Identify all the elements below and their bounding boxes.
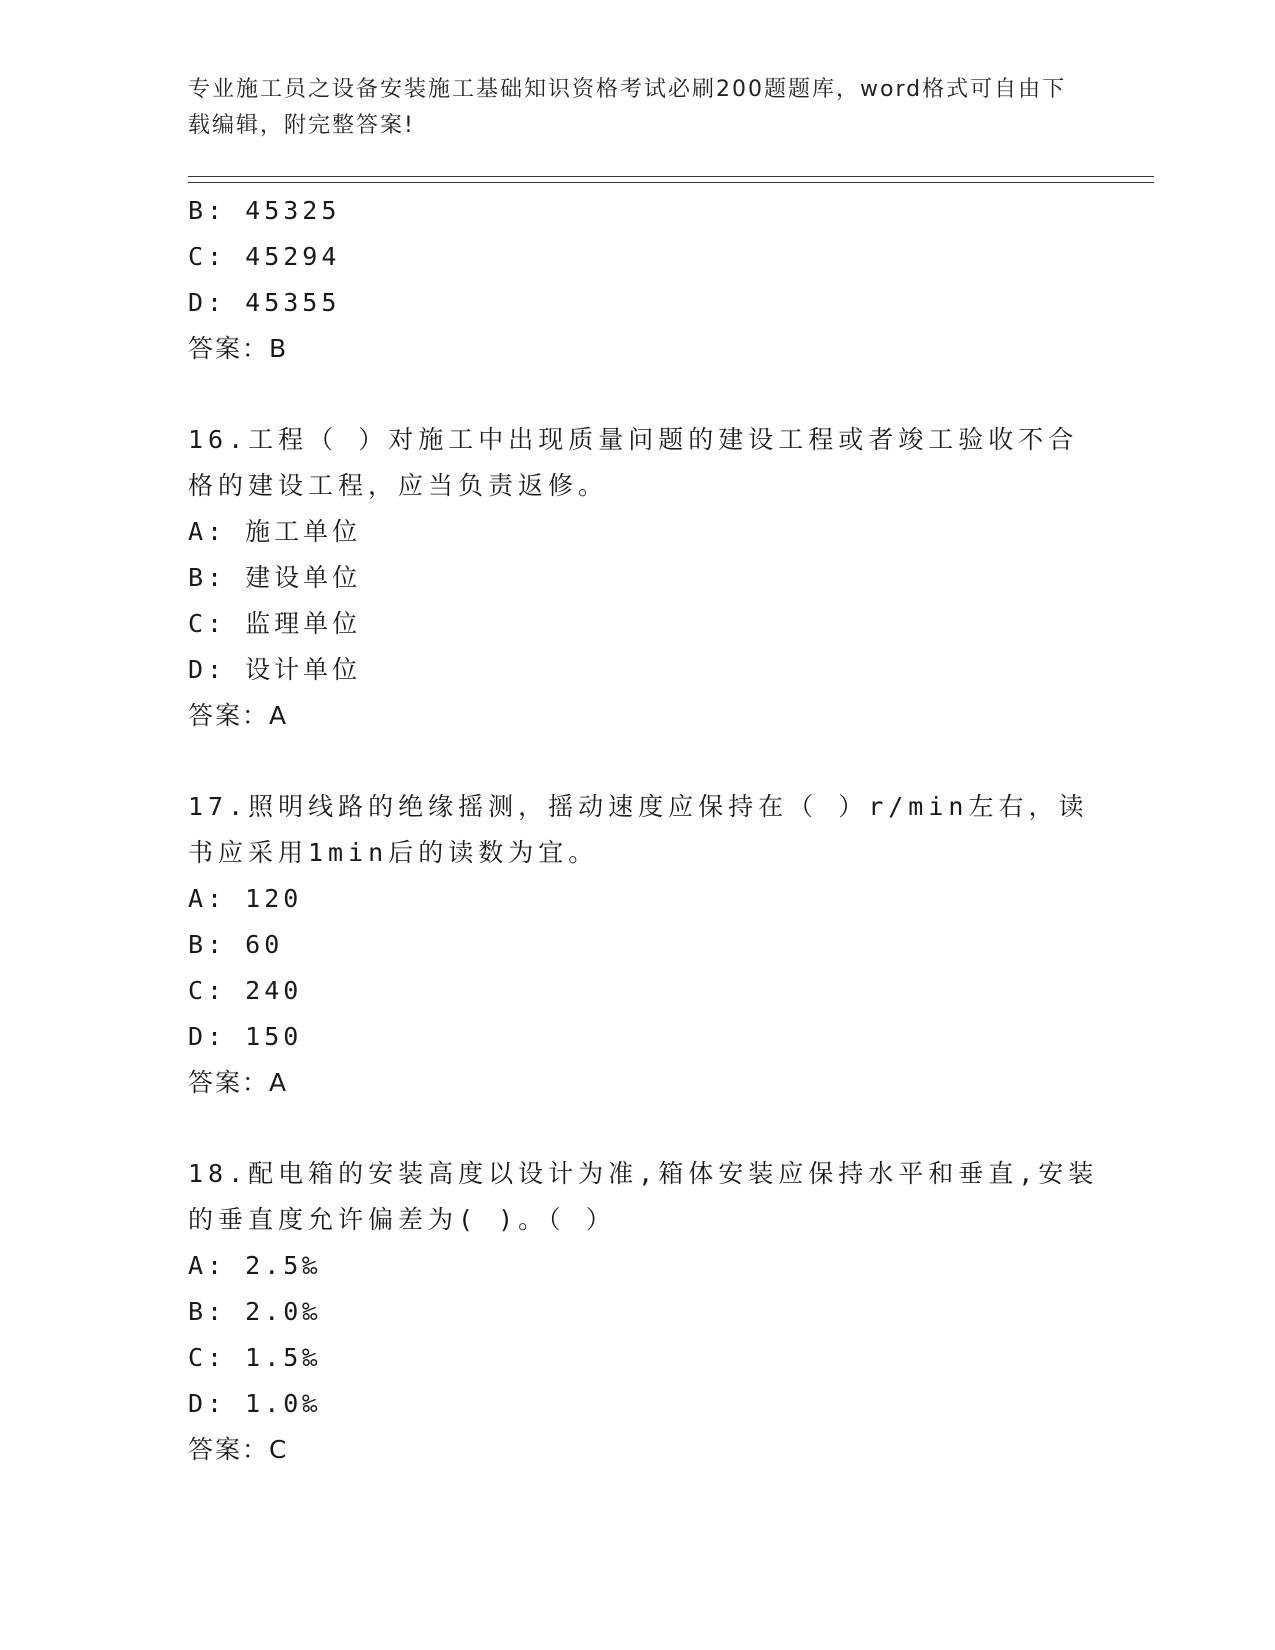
option-d: D: 设计单位 [188, 655, 362, 684]
option-b: B: 建设单位 [188, 563, 362, 592]
option-b: B: 2.0‰ [188, 1297, 322, 1326]
document-header: 专业施工员之设备安装施工基础知识资格考试必刷200题题库，word格式可自由下载编辑，附完整答案! [188, 77, 1067, 138]
option-c: C: 1.5‰ [188, 1343, 322, 1372]
question-text: 16.工程（ ）对施工中出现质量问题的建设工程或者竣工验收不合格的建设工程，应当负责返修。 [188, 425, 1079, 500]
answer-line: 答案：A [188, 701, 289, 730]
question-17 [188, 784, 1108, 1106]
option-a: A: 施工单位 [188, 517, 362, 546]
question-text: 17.照明线路的绝缘摇测，摇动速度应保持在（ ）r/min左右，读书应采用1min后的读数为宜。 [188, 792, 1089, 867]
answer-line: 答案：C [188, 1435, 289, 1464]
option-d: D: 45355 [188, 288, 341, 317]
question-16 [188, 417, 1108, 739]
option-d: D: 1.0‰ [188, 1389, 322, 1418]
answer-line: 答案：B [188, 334, 289, 363]
document-body [188, 188, 1108, 1473]
previous-question-continuation [188, 188, 1108, 372]
option-c: C: 45294 [188, 242, 341, 271]
option-b: B: 60 [188, 930, 284, 959]
option-b: B: 45325 [188, 196, 341, 225]
option-a: A: 2.5‰ [188, 1251, 322, 1280]
option-c: C: 监理单位 [188, 609, 362, 638]
option-d: D: 150 [188, 1022, 303, 1051]
question-18 [188, 1151, 1108, 1473]
option-a: A: 120 [188, 884, 303, 913]
question-text: 18.配电箱的安装高度以设计为准,箱体安装应保持水平和垂直,安装的垂直度允许偏差为( )。（ ） [188, 1159, 1099, 1234]
answer-line: 答案：A [188, 1068, 289, 1097]
header-divider [188, 176, 1154, 183]
option-c: C: 240 [188, 976, 303, 1005]
